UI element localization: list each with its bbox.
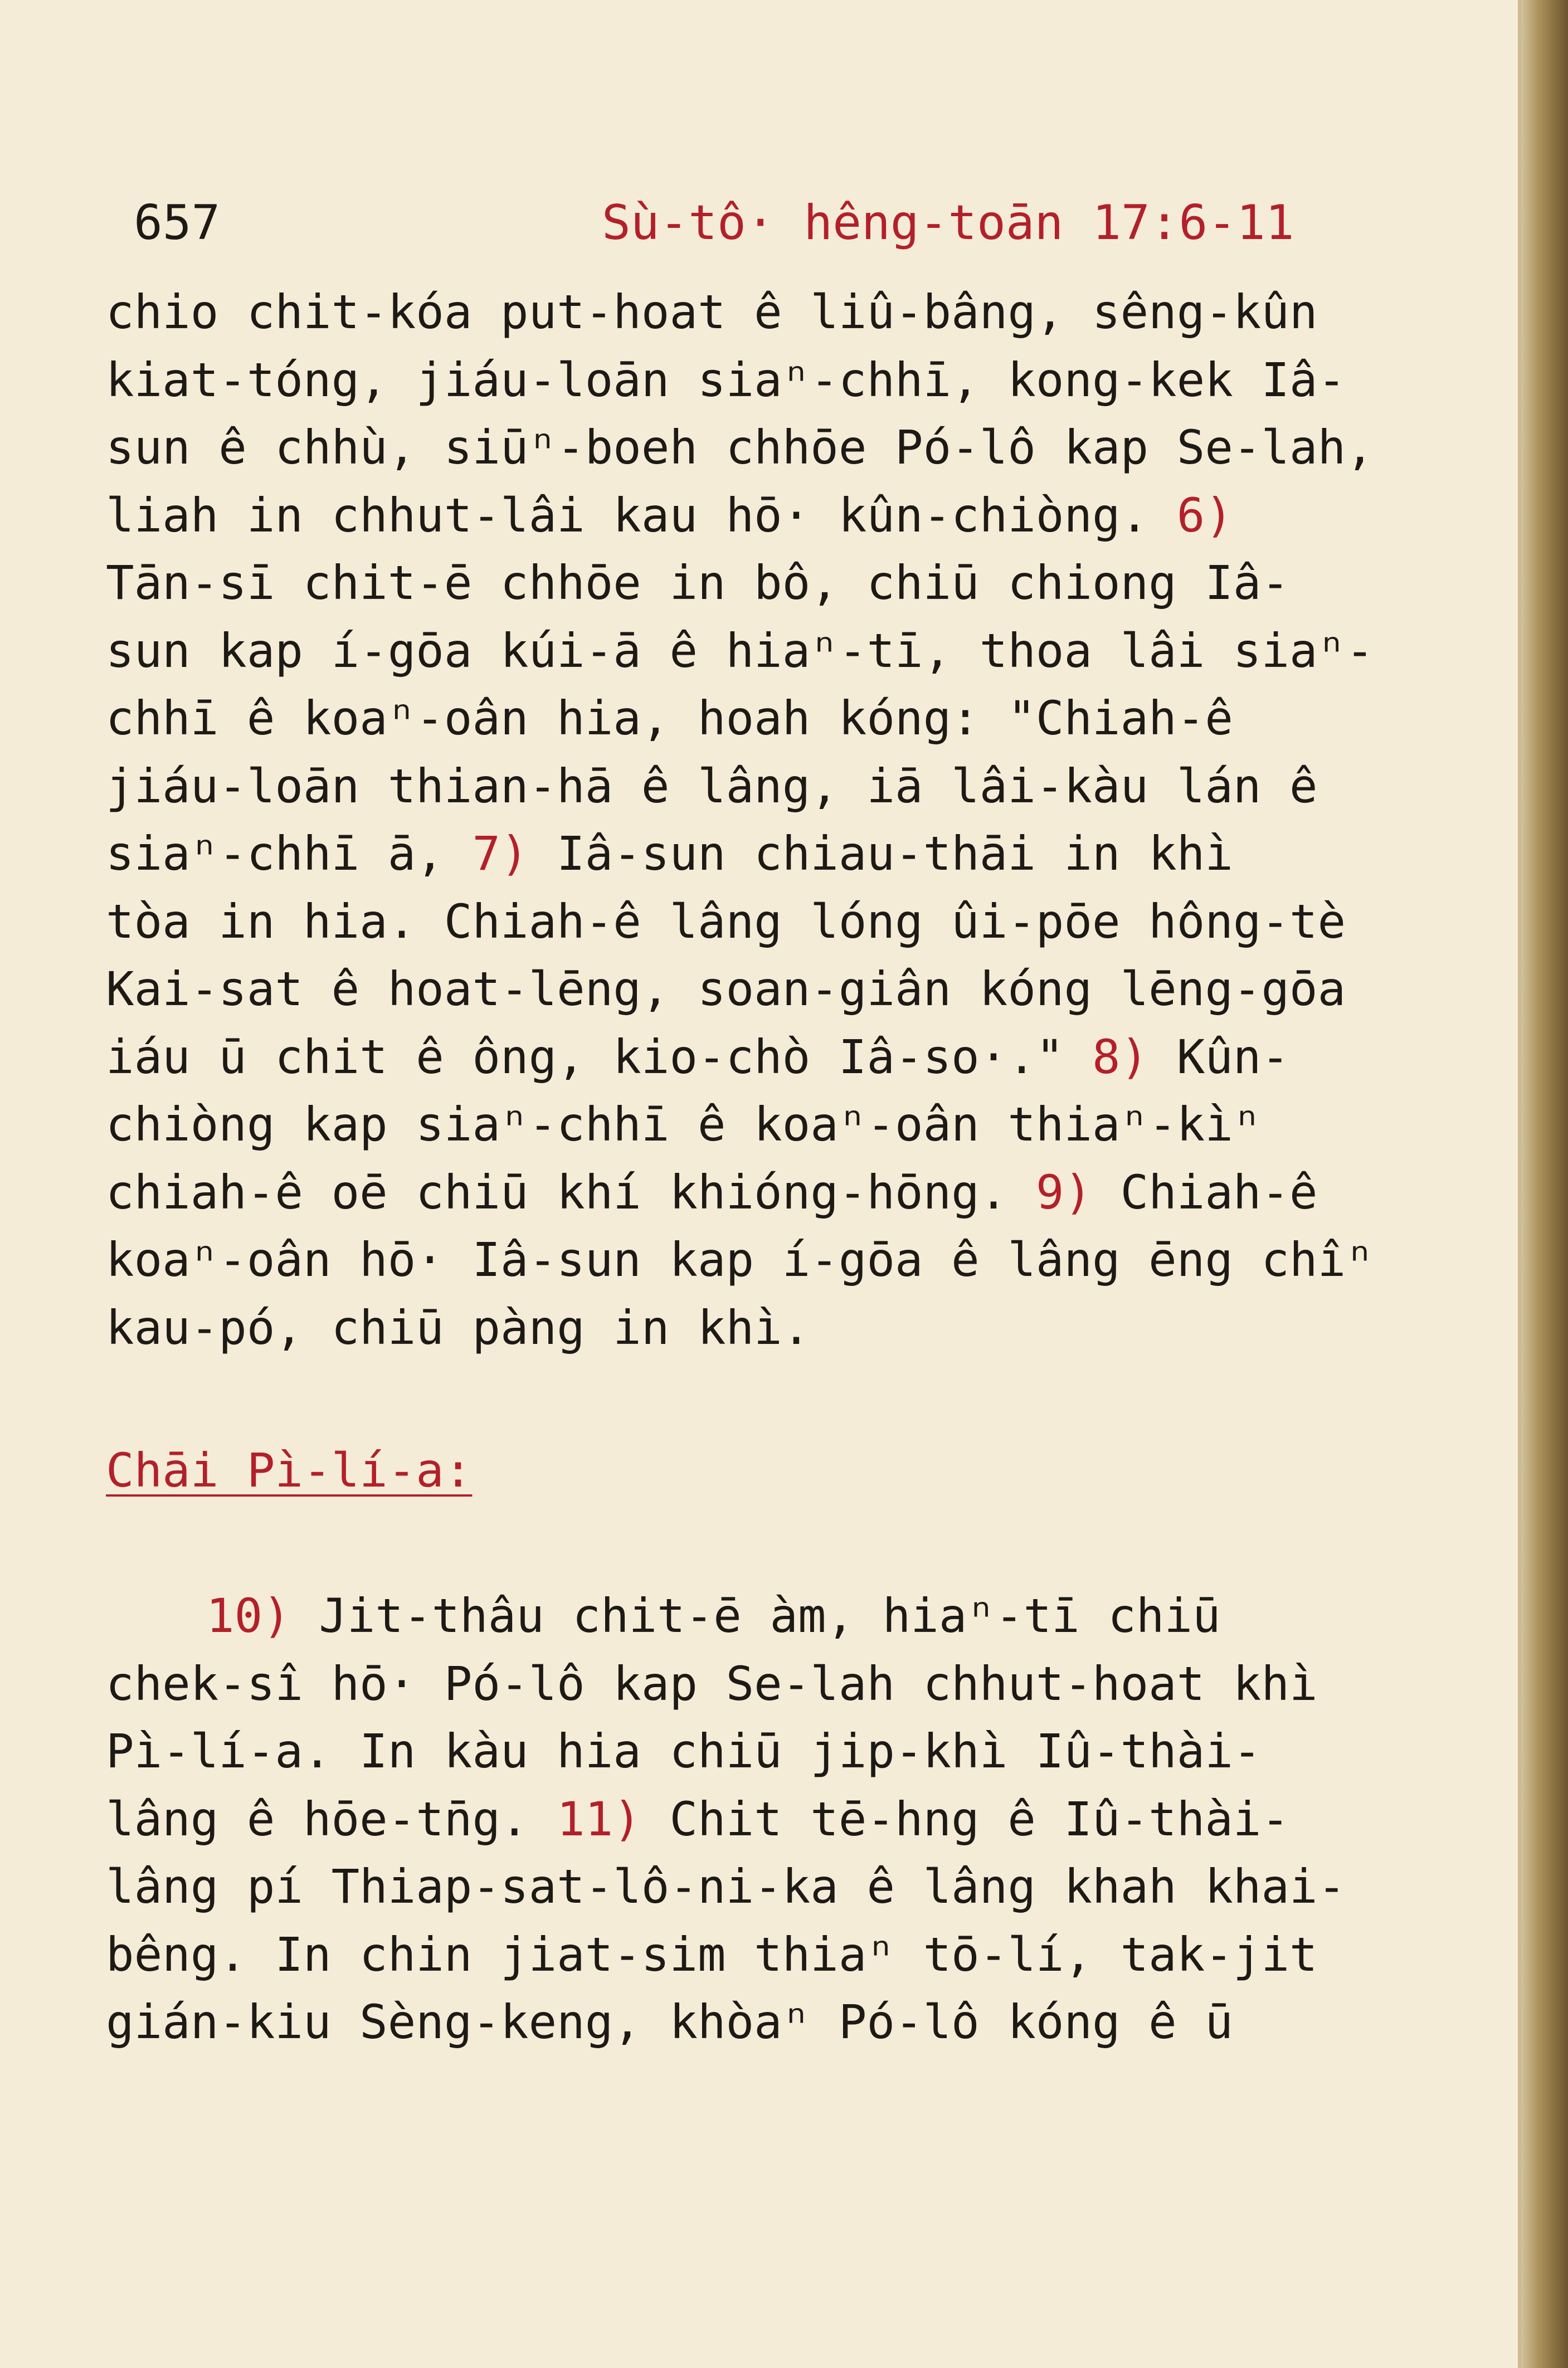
page-edge-gilt xyxy=(1521,0,1568,2368)
text-line xyxy=(106,1159,1432,1227)
line-text: iáu ū chit ê ông, kio-chò Iâ-so·." xyxy=(106,1029,1093,1084)
section-heading: Chāi Pì-lí-a: xyxy=(106,1443,473,1498)
text-line xyxy=(106,1989,1432,2057)
text-line xyxy=(106,1226,1432,1294)
line-text: chiah-ê oē chiū khí khióng-hōng. xyxy=(106,1164,1036,1220)
line-text: siaⁿ-chhī ā, xyxy=(106,826,473,881)
line-text: koaⁿ-oân hō· Iâ-sun kap í-gōa ê lâng ēng chîⁿ xyxy=(106,1232,1374,1287)
text-line xyxy=(106,956,1432,1024)
line-text-rest: Chit tē-hng ê Iû-thài- xyxy=(641,1791,1290,1846)
text-line xyxy=(106,1582,1432,1650)
line-text: sun ê chhù, siūⁿ-boeh chhōe Pó-lô kap Se-lah, xyxy=(106,420,1374,475)
line-text: jiáu-loān thian-hā ê lâng, iā lâi-kàu lán ê xyxy=(106,758,1318,813)
text-line xyxy=(106,1718,1432,1786)
text-line xyxy=(106,1921,1432,1989)
line-text: Pì-lí-a. In kàu hia chiū jip-khì Iû-thài- xyxy=(106,1724,1262,1779)
text-line xyxy=(106,279,1432,347)
text-line xyxy=(106,820,1432,888)
line-text: kiat-tóng, jiáu-loān siaⁿ-chhī, kong-kek Iâ- xyxy=(106,352,1346,407)
line-text: liah in chhut-lâi kau hō· kûn-chiòng. xyxy=(106,488,1177,543)
text-line xyxy=(106,753,1432,821)
verse-number: 11) xyxy=(557,1791,641,1846)
line-text: chek-sî hō· Pó-lô kap Se-lah chhut-hoat khì xyxy=(106,1656,1318,1711)
section-heading-wrap xyxy=(106,1443,472,1498)
page-header xyxy=(100,184,1426,251)
page-number: 657 xyxy=(134,195,221,251)
line-text-rest: Kûn- xyxy=(1148,1029,1290,1084)
line-text: Tān-sī chit-ē chhōe in bô, chiū chiong Iâ- xyxy=(106,556,1290,610)
line-text: lâng pí Thiap-sat-lô-ni-ka ê lâng khah khai- xyxy=(106,1859,1346,1914)
text-line xyxy=(106,1294,1432,1362)
line-text: kau-pó, chiū pàng in khì. xyxy=(106,1300,811,1355)
text-line xyxy=(106,1024,1432,1092)
verse-number: 7) xyxy=(472,826,529,881)
text-line xyxy=(106,482,1432,550)
line-text-rest: Iâ-sun chiau-thāi in khì xyxy=(528,826,1233,881)
line-text: bêng. In chin jiat-sim thiaⁿ tō-lí, tak-jit xyxy=(106,1927,1318,1982)
text-line xyxy=(106,685,1432,753)
line-text: chio chit-kóa put-hoat ê liû-bâng, sêng-kûn xyxy=(106,285,1318,339)
line-text: gián-kiu Sèng-keng, khòaⁿ Pó-lô kóng ê ū xyxy=(106,1995,1233,2049)
text-line xyxy=(106,1650,1432,1718)
line-text: lâng ê hōe-tn̄g. xyxy=(106,1791,557,1846)
line-text: chhī ê koaⁿ-oân hia, hoah kóng: "Chiah-ê xyxy=(106,691,1233,746)
text-line xyxy=(106,1786,1432,1854)
text-line xyxy=(106,414,1432,482)
paragraph-2 xyxy=(106,1582,1432,2057)
text-line xyxy=(106,1091,1432,1159)
text-line xyxy=(106,617,1432,685)
line-text: Kai-sat ê hoat-lēng, soan-giân kóng lēng-gōa xyxy=(106,962,1346,1016)
line-text-rest: Chiah-ê xyxy=(1092,1164,1318,1220)
line-text: tòa in hia. Chiah-ê lâng lóng ûi-pōe hông-tè xyxy=(106,894,1346,949)
verse-number: 10) xyxy=(206,1589,291,1643)
verse-number: 9) xyxy=(1035,1164,1093,1220)
line-text: chiòng kap siaⁿ-chhī ê koaⁿ-oân thiaⁿ-kìⁿ xyxy=(106,1097,1262,1152)
text-line xyxy=(106,549,1432,617)
text-line xyxy=(106,347,1432,415)
line-text-rest: Jit-thâu chit-ē àm, hiaⁿ-tī chiū xyxy=(290,1589,1221,1643)
text-line xyxy=(106,1853,1432,1921)
paragraph-1 xyxy=(106,279,1432,1362)
text-line xyxy=(106,888,1432,956)
verse-number: 6) xyxy=(1176,488,1233,543)
running-title: Sù-tô· hêng-toān 17:6-11 xyxy=(602,195,1294,251)
verse-number: 8) xyxy=(1092,1029,1149,1084)
line-text: sun kap í-gōa kúi-ā ê hiaⁿ-tī, thoa lâi siaⁿ- xyxy=(106,623,1374,678)
